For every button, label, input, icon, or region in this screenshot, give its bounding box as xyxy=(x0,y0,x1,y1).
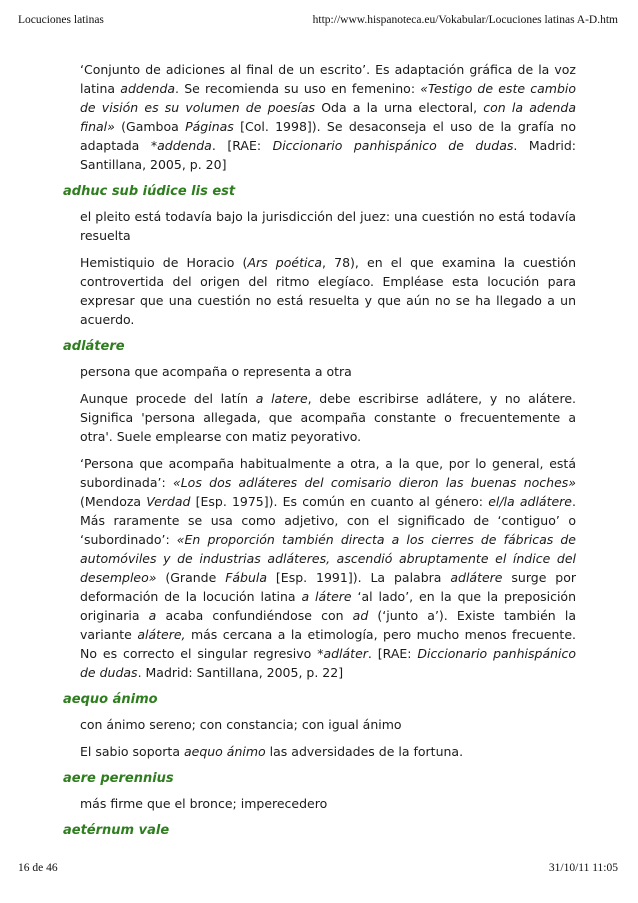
definition-aere-meaning: más firme que el bronce; imperecedero xyxy=(80,796,328,811)
definition-adlatere-meaning: persona que acompaña o representa a otra xyxy=(80,364,352,379)
header-url[interactable]: http://www.hispanoteca.eu/Vokabular/Locuciones latinas A-D.htm xyxy=(312,14,618,26)
definition-aequo-example: El sabio soporta aequo ánimo las adversidades de la fortuna. xyxy=(80,744,464,759)
term-aere-perennius: aere perennius xyxy=(63,771,174,786)
definition-adlatere-rae: ‘Persona que acompaña habitualmente a otra, a la que, por lo general, está subordinada’: «Los dos adláteres del comisario dieron las buenas noches» (Mendoza Verdad [Esp. 1975]). Es común en cuanto al género: el/la adlátere. Más raramente se usa como adjetivo, con el significado de ‘contiguo’ o ‘subordinado’: «En proporción también directa a los cierres de fábricas de automóviles y de industrias adláteres, ascendió abruptamente el índice del desempleo» (Grande Fábula [Esp. 1991]). La palabra adlátere surge por deformación de la locución latina a látere ‘al lado’, en la que la preposición originaria a acaba confundiéndose con ad (‘junto a’). Existe también la variante alátere, más cercana a la etimología, pero mucho menos frecuente. No es correcto el singular regresivo *adláter. [RAE: Diccionario panhispánico de dudas. Madrid: Santillana, 2005, p. 22] xyxy=(80,456,577,680)
page-counter: 16 de 46 xyxy=(18,862,58,874)
definition-aequo-meaning: con ánimo sereno; con constancia; con igual ánimo xyxy=(80,717,402,732)
definition-adlatere-usage: Aunque procede del latín a latere, debe escribirse adlátere, y no alátere. Significa 'persona allegada, que acompaña constante o frecuentemente a otra'. Suele emplearse con matiz peyorativo. xyxy=(80,391,577,444)
dictionary-content xyxy=(63,60,576,846)
definition-addenda: ‘Conjunto de adiciones al final de un escrito’. Es adaptación gráfica de la voz latina addenda. Se recomienda su uso en femenino: «Testigo de este cambio de visión es su volumen de poesías Oda a la urna electoral, con la adenda final» (Gamboa Páginas [Col. 1998]). Se desaconseja el uso de la grafía no adaptada *addenda. [RAE: Diccionario panhispánico de dudas. Madrid: Santillana, 2005, p. 20] xyxy=(80,62,577,172)
term-aeternum-vale: aetérnum vale xyxy=(63,823,170,838)
definition-adhuc-meaning: el pleito está todavía bajo la jurisdicción del juez: una cuestión no está todavía resuelta xyxy=(80,209,576,243)
header-title: Locuciones latinas xyxy=(18,14,104,26)
term-adhuc-sub-iudice: adhuc sub iúdice lis est xyxy=(63,184,236,199)
definition-adhuc-note: Hemistiquio de Horacio (Ars poética, 78), en el que examina la cuestión controvertida del origen del ritmo elegíaco. Empléase esta locución para expresar que una cuestión no está resuelta y que aún no se ha llegado a un acuerdo. xyxy=(80,255,576,327)
term-adlatere: adlátere xyxy=(63,339,125,354)
term-aequo-animo: aequo ánimo xyxy=(63,692,158,707)
print-datetime: 31/10/11 11:05 xyxy=(548,862,618,874)
